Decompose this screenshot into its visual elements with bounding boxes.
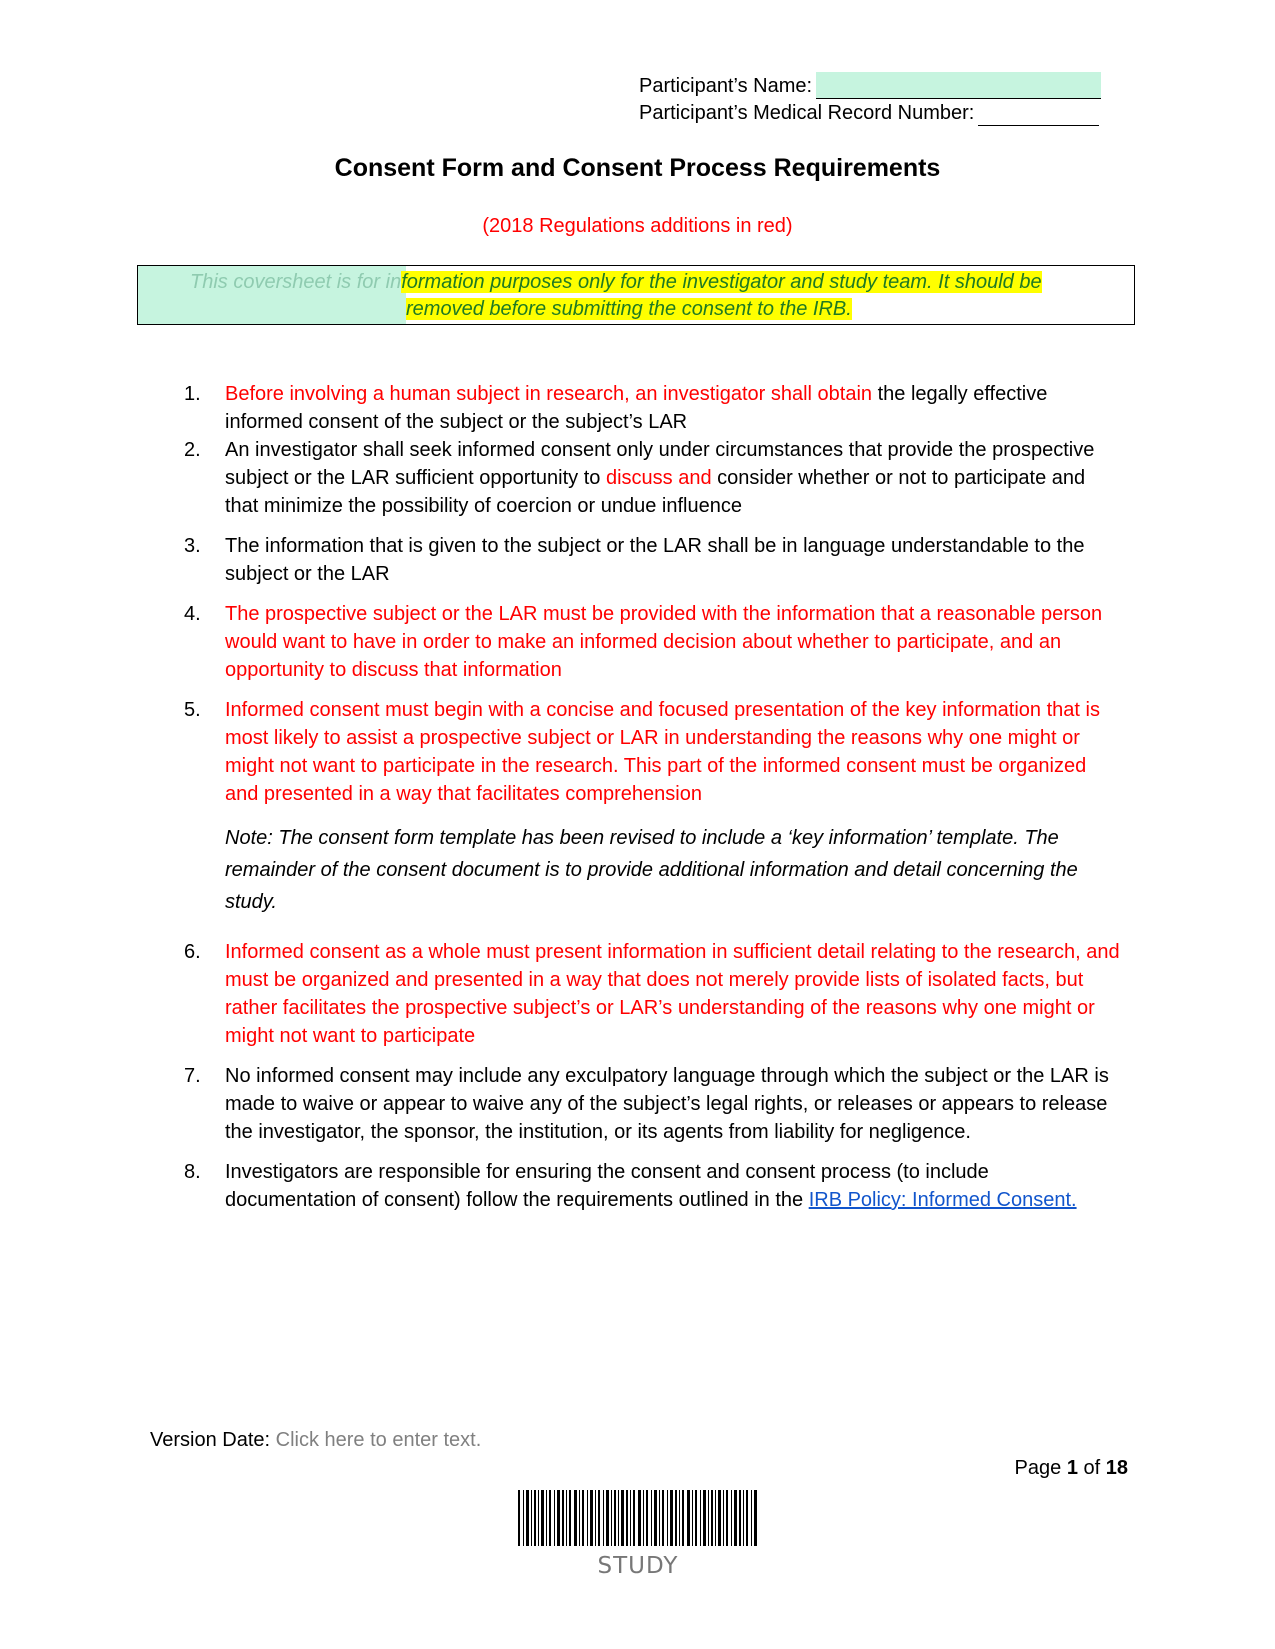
participant-name-label: Participant’s Name:: [639, 75, 813, 97]
list-item-red-text: Before involving a human subject in research, an investigator shall obtain: [225, 383, 873, 405]
version-date: [150, 1426, 481, 1454]
page-number: [1015, 1454, 1128, 1482]
list-item-red-text: discuss and: [605, 467, 712, 489]
list-item-number: 6.: [184, 941, 201, 963]
coversheet-faint-text: This coversheet is for in: [190, 271, 402, 293]
page-number-prefix: Page: [1014, 1457, 1062, 1479]
version-date-field[interactable]: Click here to enter text.: [275, 1429, 482, 1451]
page-subtitle: (2018 Regulations additions in red): [482, 215, 793, 237]
list-item-black-text: Investigators are responsible for ensuring the consent and consent process (to include documentation of consent) follow the requirements outlined in the: [225, 1161, 989, 1211]
coversheet-highlight-text-2: removed before submitting the consent to the IRB.: [406, 298, 852, 320]
page-number-current: 1: [1066, 1457, 1078, 1479]
list-item-text: [225, 436, 1124, 520]
list-item-text: Informed consent as a whole must present information in sufficient detail relating to the research, and must be organized and presented in a way that does not merely provide lists of isolated facts, but rather facilitates the prospective subject’s or LAR’s understanding of the reasons why one might or might not want to participate: [225, 941, 1120, 1047]
list-item-text: [225, 380, 1124, 436]
list-item: [184, 696, 1124, 808]
participant-name-row: [639, 72, 1101, 99]
version-date-label: Version Date:: [150, 1429, 271, 1451]
list-item-text: No informed consent may include any exculpatory language through which the subject or the LAR is made to waive or appear to waive any of the subject’s legal rights, or releases or appears to release the investigator, the sponsor, the institution, or its agents from liability for negligence.: [225, 1065, 1109, 1143]
list-item-text: [225, 1158, 1124, 1214]
participant-mrn-field[interactable]: [978, 99, 1099, 126]
list-item: [184, 1158, 1124, 1214]
coversheet-highlight-text-1: formation purposes only for the investigator and study team. It should be: [401, 271, 1042, 293]
irb-policy-link[interactable]: IRB Policy: Informed Consent.: [808, 1189, 1077, 1211]
list-item-black-text: consider whether or not to participate and that minimize the possibility of coercion or undue influence: [225, 467, 1086, 517]
list-item-number: 3.: [184, 535, 201, 557]
participant-name-field[interactable]: [816, 72, 1101, 99]
list-item: [184, 600, 1124, 684]
list-item-text: The prospective subject or the LAR must be provided with the information that a reasonable person would want to have in order to make an informed decision about whether to participate, and an opportunity to discuss that information: [225, 603, 1103, 681]
barcode-icon: [518, 1486, 758, 1548]
list-item-number: 4.: [184, 603, 201, 625]
coversheet-note-box: [137, 265, 1135, 325]
list-item: [184, 938, 1124, 1050]
list-item-black-text: the legally effective informed consent of the subject or the subject’s LAR: [225, 383, 1048, 433]
list-item: [184, 380, 1124, 436]
coversheet-line-2: [406, 296, 852, 323]
list-item-number: 7.: [184, 1065, 201, 1087]
list-item-text: The information that is given to the subject or the LAR shall be in language understandable to the subject or the LAR: [225, 535, 1085, 585]
list-item-text: Informed consent must begin with a concise and focused presentation of the key information that is most likely to assist a prospective subject or LAR in understanding the reasons why one might or might not want to participate in the research. This part of the informed consent must be organized and presented in a way that facilitates comprehension: [225, 699, 1100, 805]
key-information-note: Note: The consent form template has been revised to include a ‘key information’ template. The remainder of the consent document is to provide additional information and detail concerning the study.: [225, 827, 1078, 913]
list-item-black-text: An investigator shall seek informed consent only under circumstances that provide the prospective subject or the LAR sufficient opportunity to: [225, 439, 1095, 489]
coversheet-line-1: [190, 269, 1042, 296]
list-item: [184, 532, 1124, 588]
list-item-number: 2.: [184, 439, 201, 461]
barcode-label: STUDY: [597, 1553, 679, 1579]
list-item-number: 8.: [184, 1161, 201, 1183]
page-title: Consent Form and Consent Process Requirements: [334, 154, 941, 182]
page-number-total: 18: [1105, 1457, 1128, 1479]
list-item-number: 5.: [184, 699, 201, 721]
page-number-of: of: [1083, 1457, 1101, 1479]
list-item-number: 1.: [184, 383, 201, 405]
requirements-list: [184, 380, 1124, 1226]
list-item: [184, 436, 1124, 520]
participant-mrn-row: [639, 99, 1099, 126]
participant-mrn-label: Participant’s Medical Record Number:: [639, 102, 975, 124]
list-item: [184, 1062, 1124, 1146]
